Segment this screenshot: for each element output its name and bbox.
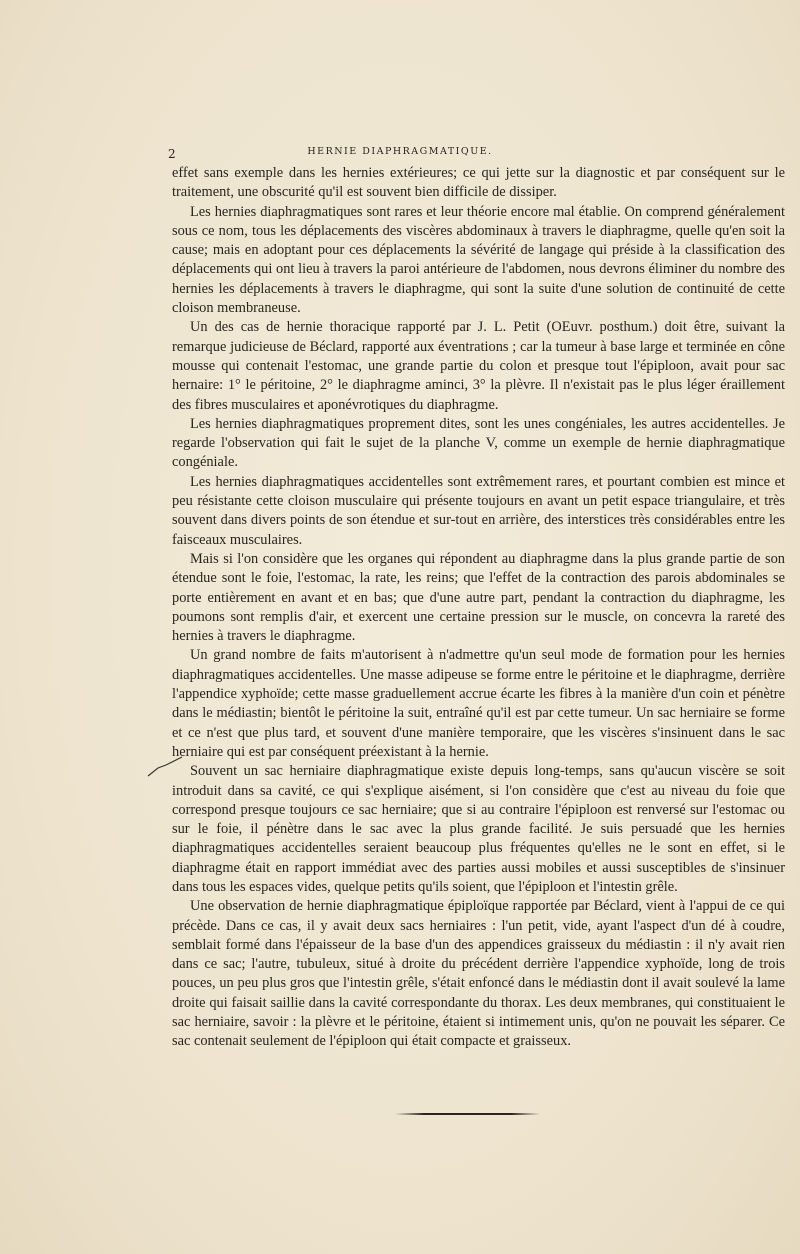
paragraph-2: Les hernies diaphragmatiques sont rares et leur théorie encore mal établie. On comprend généralement sous ce nom, tous les déplacements des viscères abdominaux à travers le diaphragme, quelle qu'en soit la cause; mais en adoptant pour ces déplacements la sévérité de langage qui préside à la classification des déplacements qui ont lieu à travers la paroi antérieure de l'abdomen, nous devrons éliminer du nombre des hernies les déplacements à travers le diaphragme, qui sont la suite d'une solution de continuité de cette cloison membraneuse. bbox=[172, 203, 785, 317]
paragraph-5: Les hernies diaphragmatiques accidentelles sont extrêmement rares, et pourtant combien est mince et peu résistante cette cloison musculaire qui présente toujours en avant un petit espace triangulaire, et très souvent dans divers points de son étendue et sur-tout en arrière, des interstices très considérables entre les faisceaux musculaires. bbox=[172, 473, 785, 548]
paragraph-7: Un grand nombre de faits m'autorisent à n'admettre qu'un seul mode de formation pour les hernies diaphragmatiques accidentelles. Une masse adipeuse se forme entre le péritoine et le diaphragme, derrière l'appendice xyphoïde; cette masse graduellement accrue écarte les fibres à la manière d'un coin et pénètre dans le médiastin; bientôt le péritoine la suit, entraîné qu'il est par cette tumeur. Un sac herniaire se forme et ce n'est que plus tard, et souvent d'une manière temporaire, que les viscères s'insinuent dans le sac herniaire qui est par conséquent préexistant à la hernie. bbox=[172, 647, 785, 760]
paragraph-4: Les hernies diaphragmatiques proprement dites, sont les unes congéniales, les autres accidentelles. Je regarde l'observation qui fait le sujet de la planche V, comme un exemple de hernie diaphragmatique congéniale. bbox=[172, 415, 785, 471]
paragraph-3: Un des cas de hernie thoracique rapporté par J. L. Petit (OEuvr. posthum.) doit être, suivant la remarque judicieuse de Béclard, rapporté aux éventrations ; car la tumeur à base large et terminée en cône mousse qui contenait l'estomac, une grande partie du colon et presque tout l'épiploon, avait pour sac hernaire: 1° le péritoine, 2° le diaphragme aminci, 3° la plèvre. Il n'existait pas le plus léger éraillement des fibres musculaires et aponévrotiques du diaphragme. bbox=[172, 319, 785, 413]
page-number: 2 bbox=[168, 147, 176, 161]
paragraph-8: Souvent un sac herniaire diaphragmatique existe depuis long-temps, sans qu'aucun viscère se soit introduit dans sa cavité, ce qui s'explique aisément, si l'on considère que c'est au niveau du foie que correspond presque toujours ce sac herniaire; que si au contraire l'épiploon est renversé sur l'estomac ou sur le foie, il pénètre dans le sac avec la plus grande facilité. Je suis persuadé que les hernies diaphragmatiques accidentelles seraient beaucoup plus fréquentes qu'elles ne le sont en effet, si le diaphragme était en rapport immédiat avec des parties aussi mobiles et aussi susceptibles de s'insinuer dans tous les espaces vides, quelque petits qu'ils soient, que l'épiploon et l'intestin grêle. bbox=[172, 763, 785, 895]
paragraph-9: Une observation de hernie diaphragmatique épiploïque rapportée par Béclard, vient à l'appui de ce qui précède. Dans ce cas, il y avait deux sacs herniaires : l'un petit, vide, ayant l'aspect d'un dé à coudre, semblait formé dans l'épaisseur de la base d'un des appendices graisseux du médiastin : il n'y avait rien dans ce sac; l'autre, tubuleux, situé à droite du précédent derrière l'appendice xyphoïde, long de trois pouces, un peu plus gros que l'intestin grêle, s'était enfoncé dans le médiastin dont il avait soulevé la lame droite qui faisait saillie dans la cavité correspondante du thorax. Les deux membranes, qui constituaient le sac herniaire, savoir : la plèvre et le péritoine, étaient si intimement unis, qu'on ne pouvait les séparer. Ce sac contenait seulement de l'épiploon qui était compacte et graisseux. bbox=[172, 898, 785, 1050]
running-head: HERNIE DIAPHRAGMATIQUE. bbox=[307, 146, 493, 157]
closing-rule bbox=[395, 1113, 540, 1115]
body-text bbox=[172, 164, 785, 1052]
paragraph-6: Mais si l'on considère que les organes qui répondent au diaphragme dans la plus grande partie de son étendue sont le foie, l'estomac, la rate, les reins; que l'effet de la contraction des parois abdominales se porte entièrement en avant et en bas; que d'une autre part, pendant la contraction du diaphragme, les poumons sont remplis d'air, et exercent une certaine pression sur le muscle, on concevra la rareté des hernies à travers le diaphragme. bbox=[172, 550, 785, 645]
paragraph-1: effet sans exemple dans les hernies extérieures; ce qui jette sur la diagnostic et par conséquent sur le traitement, une obscurité qu'il est souvent bien difficile de dissiper. bbox=[172, 165, 785, 201]
